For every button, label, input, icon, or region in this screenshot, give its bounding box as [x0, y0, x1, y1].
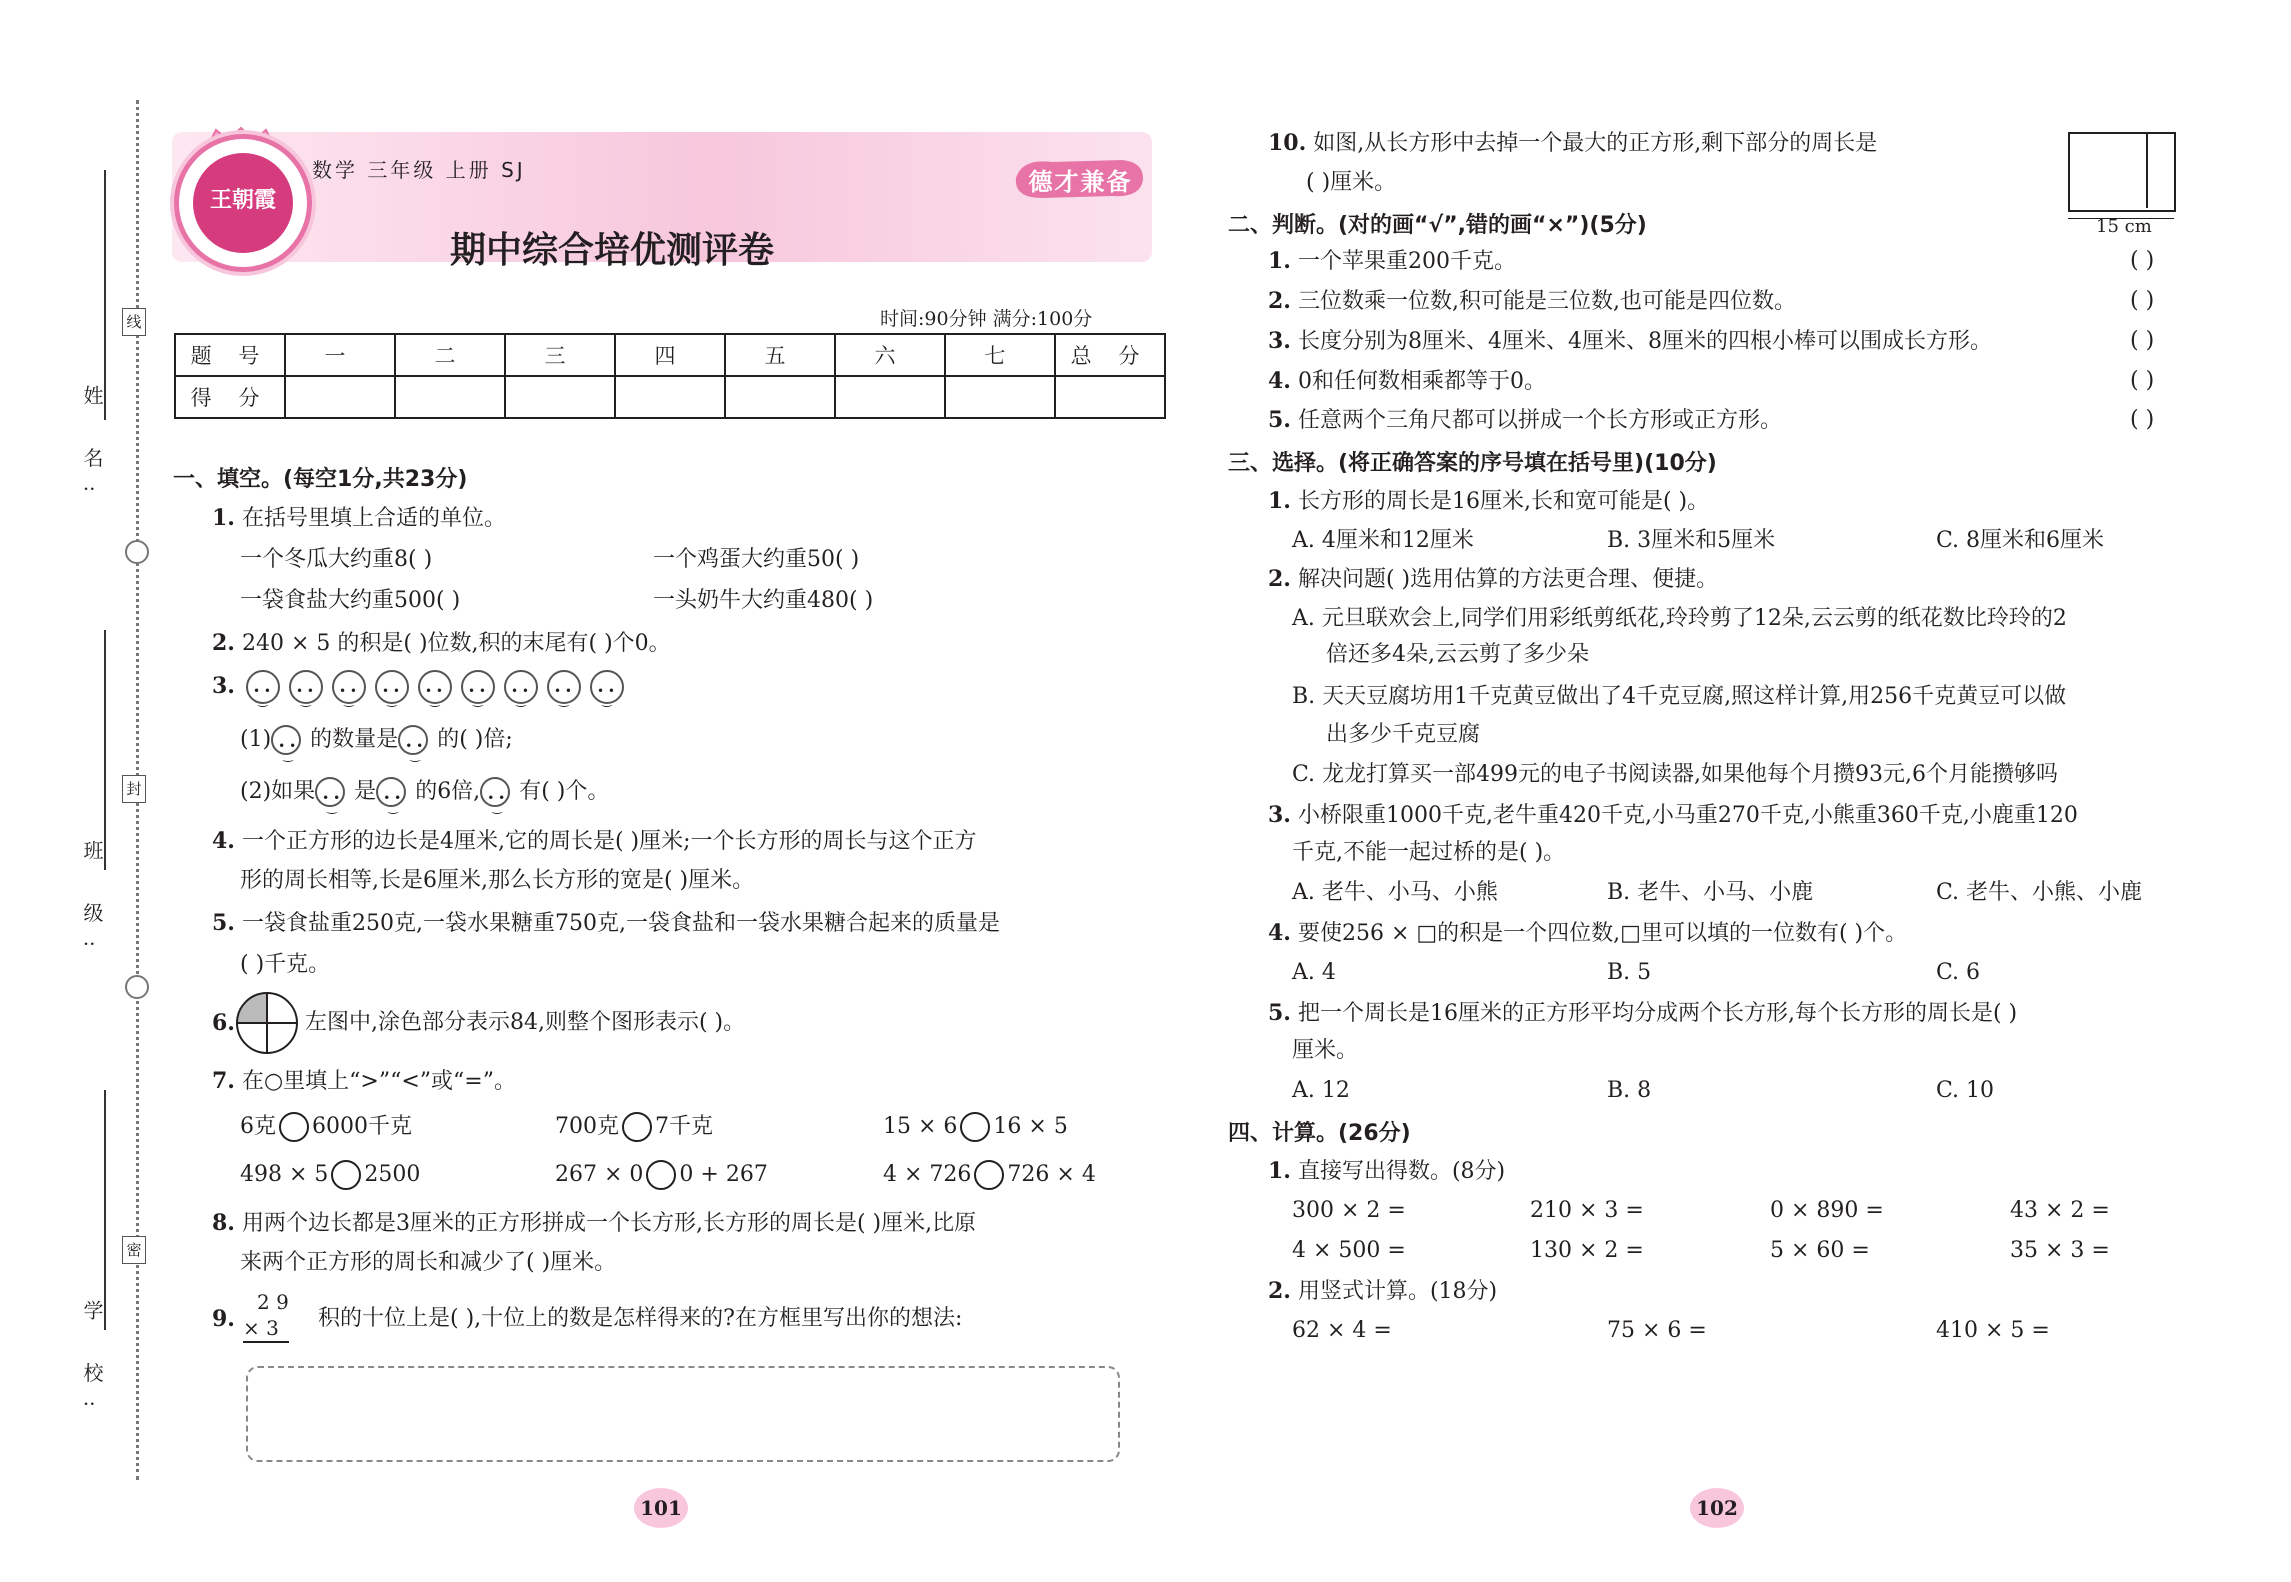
binding-ring-icon [125, 540, 149, 564]
choice-question: 要使256 × □的积是一个四位数,□里可以填的一位数有( )个。 [1297, 921, 1908, 946]
calc-item: 410 × 5 = [1936, 1318, 2050, 1343]
binding-ring-icon [125, 975, 149, 999]
judge-item: 0和任何数相乘都等于0。 [1297, 369, 1546, 394]
score-input-cell[interactable] [395, 376, 505, 418]
calc-item: 0 × 890 = [1770, 1198, 1884, 1223]
seal-xian: 线 [122, 308, 146, 336]
score-input-cell[interactable] [1055, 376, 1165, 418]
q7-left: 498 × 5 [240, 1162, 329, 1187]
seal-mi: 密 [122, 1236, 146, 1264]
logo-text: 王朝霞 [209, 187, 276, 213]
q1-item-d: 一头奶牛大约重480( ) [653, 588, 874, 613]
calc-item: 130 × 2 = [1530, 1238, 1644, 1263]
q7-right: 726 × 4 [1007, 1162, 1096, 1187]
q7-left: 15 × 6 [883, 1114, 958, 1139]
q3-sub1-label: (1) [240, 727, 272, 752]
q7-left: 267 × 0 [555, 1162, 644, 1187]
vertical-multiplication [243, 1289, 289, 1343]
score-cell: 五 [725, 334, 835, 376]
compare-circle-blank[interactable] [974, 1160, 1004, 1190]
judge-item: 长度分别为8厘米、4厘米、4厘米、8厘米的四根小棒可以围成长方形。 [1297, 329, 1992, 354]
option-b: B. 老牛、小马、小鹿 [1607, 880, 1814, 905]
q-number: 2. [212, 630, 235, 656]
q5-line1: 一袋食盐重250克,一袋水果糖重750克,一袋食盐和一袋水果糖合起来的质量是 [241, 911, 1000, 936]
face-icon [480, 777, 510, 807]
face-icon [289, 670, 323, 704]
q10-line1: 如图,从长方形中去掉一个最大的正方形,剩下部分的周长是 [1313, 131, 1878, 156]
calc-item: 4 × 500 = [1292, 1238, 1406, 1263]
q5-line2: ( )千克。 [240, 952, 331, 977]
q-number: 2. [1268, 1278, 1291, 1304]
option-a: A. 元旦联欢会上,同学们用彩纸剪纸花,玲玲剪了12朵,云云剪的纸花数比玲玲的2 [1292, 606, 2067, 631]
face-icon [246, 670, 280, 704]
score-input-cell[interactable] [285, 376, 395, 418]
subject-line: 数学 三年级 上册 SJ [312, 158, 526, 182]
brand-logo [174, 134, 312, 272]
vm-bottom: × 3 [243, 1315, 289, 1343]
choice-question-cont: 千克,不能一起过桥的是( )。 [1292, 840, 1566, 865]
q7-right: 7千克 [655, 1114, 713, 1139]
score-table-score-row [175, 376, 1165, 418]
name-write-line [104, 170, 106, 420]
score-input-cell[interactable] [945, 376, 1055, 418]
calc-question: 用竖式计算。(18分) [1297, 1279, 1498, 1304]
score-table [174, 333, 1166, 419]
q-number: 3. [212, 673, 235, 699]
q-number: 6. [212, 1010, 235, 1036]
q-number: 5. [212, 910, 235, 936]
class-write-line [104, 630, 106, 870]
q-number: 7. [212, 1068, 235, 1094]
page-number-right: 102 [1690, 1488, 1744, 1528]
choice-question: 把一个周长是16厘米的正方形平均分成两个长方形,每个长方形的周长是( ) [1297, 1001, 2018, 1026]
option-c: C. 龙龙打算买一部499元的电子书阅读器,如果他每个月攒93元,6个月能攒够吗 [1292, 762, 2059, 787]
part2-heading: 二、判断。(对的画“√”,错的画“×”)(5分) [1228, 213, 1647, 238]
face-icon [461, 670, 495, 704]
q8-line2: 来两个正方形的周长和减少了( )厘米。 [240, 1250, 617, 1275]
option-b: B. 8 [1607, 1078, 1652, 1103]
q3-sub2-text-mid: 的6倍, [415, 779, 481, 804]
option-c: C. 6 [1936, 960, 1981, 985]
seal-feng: 封 [122, 775, 146, 803]
answer-paren[interactable]: ( ) [2130, 328, 2155, 353]
option-b: B. 5 [1607, 960, 1652, 985]
q7-left: 4 × 726 [883, 1162, 972, 1187]
calc-item: 210 × 3 = [1530, 1198, 1644, 1223]
judge-item: 三位数乘一位数,积可能是三位数,也可能是四位数。 [1297, 289, 1796, 314]
score-cell: 三 [505, 334, 615, 376]
q2-text: 240 × 5 的积是( )位数,积的末尾有( )个0。 [241, 631, 671, 656]
q-number: 3. [1268, 328, 1291, 354]
part4-heading: 四、计算。(26分) [1228, 1121, 1411, 1146]
time-score-info: 时间:90分钟 满分:100分 [880, 308, 1093, 330]
choice-question: 小桥限重1000千克,老牛重420千克,小马重270千克,小熊重360千克,小鹿重120 [1297, 803, 2078, 828]
q7-left: 700克 [555, 1114, 619, 1139]
vm-top: 2 9 [257, 1290, 289, 1314]
q7-right: 2500 [364, 1162, 421, 1187]
page-number-left: 101 [634, 1488, 688, 1528]
paper-title: 期中综合培优测评卷 [450, 230, 775, 271]
q-number: 1. [1268, 1158, 1291, 1184]
face-row [246, 674, 633, 699]
square-divider [2146, 132, 2148, 208]
score-cell: 题 号 [175, 334, 285, 376]
option-c: C. 8厘米和6厘米 [1936, 528, 2105, 553]
score-input-cell[interactable] [615, 376, 725, 418]
calc-item: 43 × 2 = [2010, 1198, 2110, 1223]
judge-item: 一个苹果重200千克。 [1297, 249, 1516, 274]
q9-text: 积的十位上是( ),十位上的数是怎样得来的?在方框里写出你的想法: [318, 1306, 963, 1331]
score-cell: 得 分 [175, 376, 285, 418]
option-b: B. 3厘米和5厘米 [1607, 528, 1776, 553]
school-label: 学 校: [80, 1300, 104, 1426]
face-icon [504, 670, 538, 704]
option-a: A. 4厘米和12厘米 [1292, 528, 1474, 553]
compare-circle-blank[interactable] [646, 1160, 676, 1190]
dimension-label: 15 cm [2096, 216, 2152, 237]
calc-item: 75 × 6 = [1607, 1318, 1707, 1343]
rectangle-figure [2068, 132, 2176, 212]
score-cell: 六 [835, 334, 945, 376]
q3-sub2-text-end: 有( )个。 [519, 779, 610, 804]
q-number: 5. [1268, 1000, 1291, 1026]
face-icon [271, 725, 301, 755]
compare-circle-blank[interactable] [279, 1112, 309, 1142]
q-number: 4. [1268, 920, 1291, 946]
answer-paren[interactable]: ( ) [2130, 248, 2155, 273]
compare-circle-blank[interactable] [622, 1112, 652, 1142]
school-write-line [104, 1090, 106, 1330]
q-number: 1. [1268, 488, 1291, 514]
score-cell: 二 [395, 334, 505, 376]
score-input-cell[interactable] [505, 376, 615, 418]
class-label: 班 级: [80, 840, 104, 966]
judge-item: 任意两个三角尺都可以拼成一个长方形或正方形。 [1297, 408, 1782, 433]
compare-circle-blank[interactable] [331, 1160, 361, 1190]
q1-item-b: 一个鸡蛋大约重50( ) [653, 547, 860, 572]
q-number: 4. [1268, 368, 1291, 394]
q3-sub2-text: 是 [354, 779, 377, 804]
face-icon [547, 670, 581, 704]
calc-item: 62 × 4 = [1292, 1318, 1392, 1343]
q-number: 2. [1268, 288, 1291, 314]
option-a: A. 12 [1292, 1078, 1350, 1103]
score-cell: 七 [945, 334, 1055, 376]
q-number: 3. [1268, 802, 1291, 828]
part3-heading: 三、选择。(将正确答案的序号填在括号里)(10分) [1228, 451, 1717, 476]
choice-question: 解决问题( )选用估算的方法更合理、便捷。 [1297, 567, 1719, 592]
q4-line2: 形的周长相等,长是6厘米,那么长方形的宽是( )厘米。 [240, 868, 755, 893]
q7-right: 0 + 267 [679, 1162, 768, 1187]
q4-line1: 一个正方形的边长是4厘米,它的周长是( )厘米;一个长方形的周长与这个正方 [241, 829, 977, 854]
answer-paren[interactable]: ( ) [2130, 368, 2155, 393]
option-a-cont: 倍还多4朵,云云剪了多少朵 [1326, 642, 1589, 667]
score-table-header-row [175, 334, 1165, 376]
q7-text: 在○里填上“>”“<”或“=”。 [241, 1069, 516, 1094]
q1-text: 在括号里填上合适的单位。 [241, 506, 506, 531]
face-icon [375, 670, 409, 704]
q-number: 2. [1268, 566, 1291, 592]
badge-label: 德才兼备 [1028, 168, 1133, 196]
option-a: A. 老牛、小马、小熊 [1292, 880, 1498, 905]
q3-sub1-text-end: 的( )倍; [437, 727, 513, 752]
q8-line1: 用两个边长都是3厘米的正方形拼成一个长方形,长方形的周长是( )厘米,比原 [241, 1211, 977, 1236]
calc-question: 直接写出得数。(8分) [1297, 1159, 1506, 1184]
calc-item: 300 × 2 = [1292, 1198, 1406, 1223]
quarter-circle-figure [234, 990, 300, 1056]
answer-paren[interactable]: ( ) [2130, 407, 2155, 432]
q-number: 5. [1268, 407, 1291, 433]
q-number: 10. [1268, 130, 1307, 156]
face-icon [590, 670, 624, 704]
choice-question-cont: 厘米。 [1292, 1038, 1359, 1063]
q-number: 4. [212, 828, 235, 854]
face-icon [332, 670, 366, 704]
score-input-cell[interactable] [725, 376, 835, 418]
q-number: 9. [212, 1306, 235, 1332]
part1-heading: 一、填空。(每空1分,共23分) [173, 467, 468, 492]
face-icon [418, 670, 452, 704]
answer-paren[interactable]: ( ) [2130, 288, 2155, 313]
score-cell: 总 分 [1055, 334, 1165, 376]
option-b-cont: 出多少千克豆腐 [1326, 722, 1481, 747]
q-number: 1. [1268, 248, 1291, 274]
q7-right: 16 × 5 [993, 1114, 1068, 1139]
choice-question: 长方形的周长是16厘米,长和宽可能是( )。 [1297, 489, 1710, 514]
q-number: 1. [212, 505, 235, 531]
name-label: 姓 名: [80, 385, 104, 511]
option-c: C. 10 [1936, 1078, 1995, 1103]
option-a: A. 4 [1292, 960, 1336, 985]
face-icon [376, 777, 406, 807]
score-input-cell[interactable] [835, 376, 945, 418]
option-b: B. 天天豆腐坊用1千克黄豆做出了4千克豆腐,照这样计算,用256千克黄豆可以做 [1292, 684, 2067, 709]
face-icon [315, 777, 345, 807]
q3-sub2-label: (2)如果 [240, 779, 316, 804]
q7-left: 6克 [240, 1114, 276, 1139]
q-number: 8. [212, 1210, 235, 1236]
compare-circle-blank[interactable] [960, 1112, 990, 1142]
q3-sub1-text: 的数量是 [310, 727, 399, 752]
answer-box[interactable] [246, 1366, 1120, 1462]
face-icon [398, 725, 428, 755]
q7-right: 6000千克 [312, 1114, 412, 1139]
q10-line2: ( )厘米。 [1306, 170, 1397, 195]
q1-item-a: 一个冬瓜大约重8( ) [240, 547, 433, 572]
option-c: C. 老牛、小熊、小鹿 [1936, 880, 2143, 905]
calc-item: 5 × 60 = [1770, 1238, 1870, 1263]
score-cell: 四 [615, 334, 725, 376]
q6-text: 左图中,涂色部分表示84,则整个图形表示( )。 [305, 1010, 746, 1035]
q1-item-c: 一袋食盐大约重500( ) [240, 588, 461, 613]
calc-item: 35 × 3 = [2010, 1238, 2110, 1263]
score-cell: 一 [285, 334, 395, 376]
